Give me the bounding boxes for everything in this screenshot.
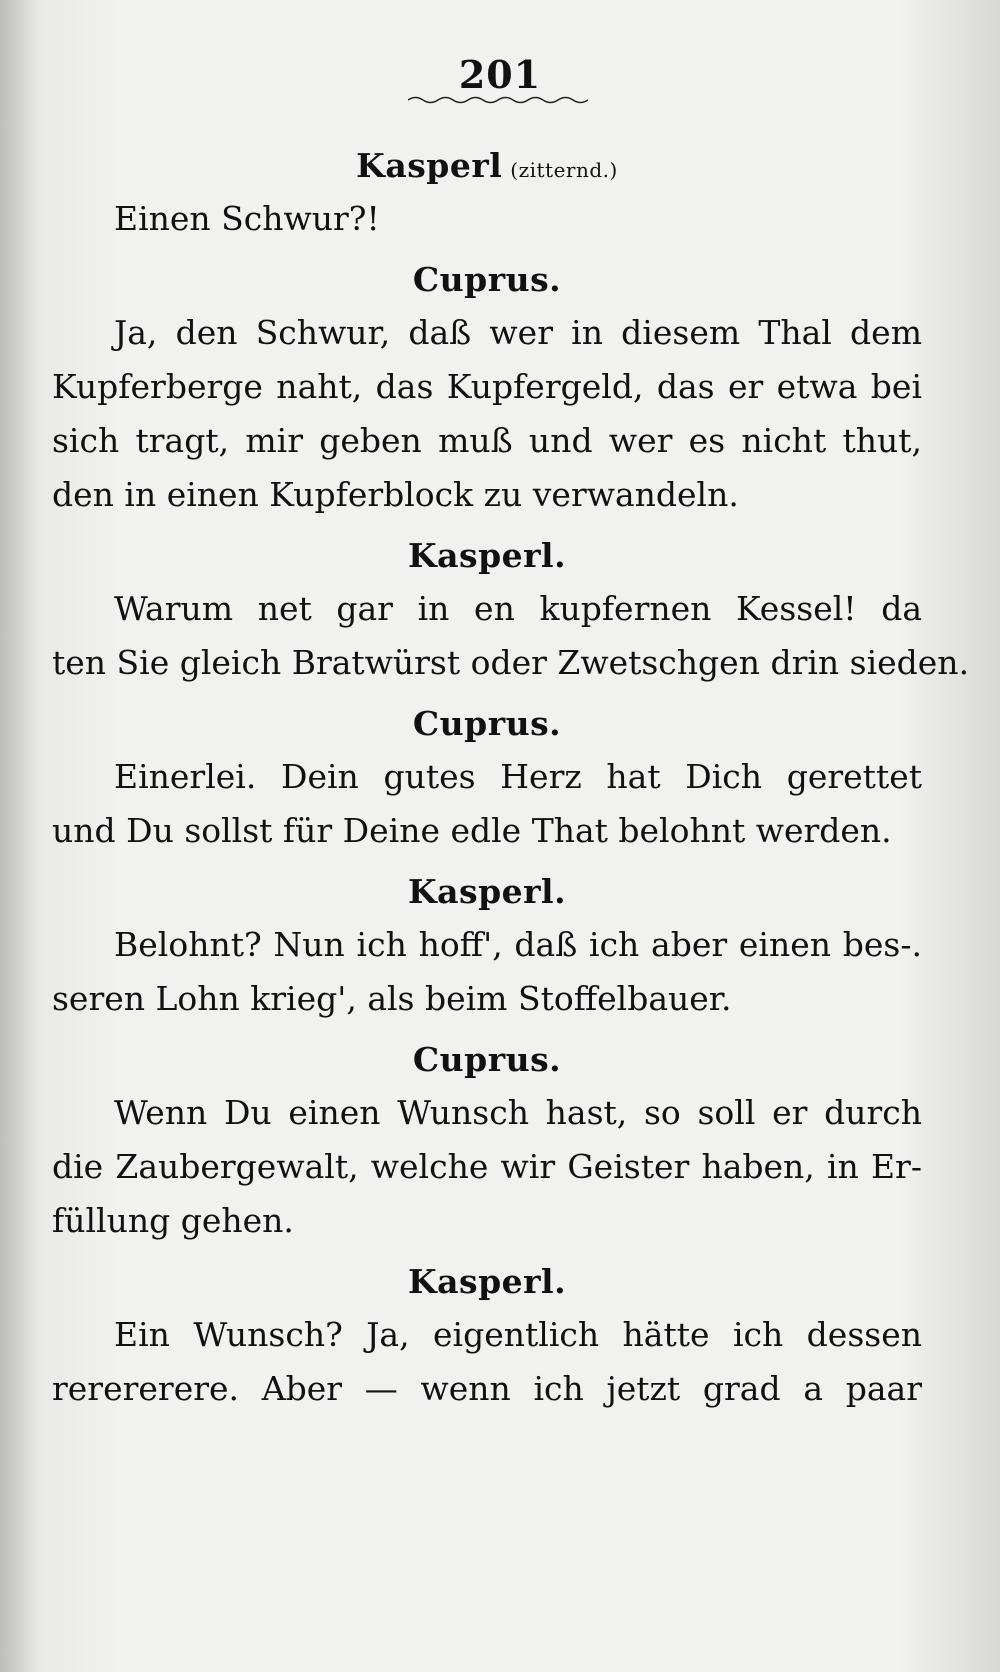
decorative-rule bbox=[408, 95, 588, 105]
dialogue-block bbox=[52, 866, 922, 1026]
dialogue-block bbox=[52, 140, 922, 246]
speech-line: rerererere. Aber — wenn ich jetzt grad a paar bbox=[52, 1369, 922, 1408]
speech-text bbox=[52, 1086, 922, 1248]
page-number: 201 bbox=[458, 52, 542, 97]
stage-direction: (zitternd.) bbox=[510, 158, 618, 182]
speaker-name: Kasperl (zitternd.) bbox=[356, 146, 618, 185]
dialogue-block bbox=[52, 698, 922, 858]
dialogue-block bbox=[52, 254, 922, 522]
speech-line: Kupferberge naht, das Kupfergeld, das er etwa bei bbox=[52, 367, 922, 406]
dialogue-block bbox=[52, 530, 970, 690]
speech-line: füllung gehen. bbox=[52, 1201, 294, 1240]
dialogue-block bbox=[52, 1256, 922, 1416]
speech-text bbox=[52, 192, 922, 246]
speech-line: seren Lohn krieg', als beim Stoffelbauer. bbox=[52, 979, 732, 1018]
speech-text bbox=[52, 582, 970, 690]
speech-text bbox=[52, 1308, 922, 1416]
speech-line: und Du sollst für Deine edle That belohnt werden. bbox=[52, 811, 892, 850]
speaker-name: Kasperl. bbox=[407, 536, 567, 575]
speech-line: den in einen Kupferblock zu verwandeln. bbox=[52, 475, 739, 514]
speech-text bbox=[52, 918, 922, 1026]
speaker-name: Cuprus. bbox=[412, 1040, 562, 1079]
speech-line: die Zaubergewalt, welche wir Geister haben, in Er- bbox=[52, 1147, 922, 1186]
dialogue-block bbox=[52, 1034, 922, 1248]
speech-line: Einerlei. Dein gutes Herz hat Dich gerettet bbox=[114, 757, 922, 796]
speech-text bbox=[52, 750, 922, 858]
speech-line: Ja, den Schwur, daß wer in diesem Thal dem bbox=[114, 313, 922, 352]
speech-text bbox=[52, 306, 922, 522]
speaker-name: Kasperl. bbox=[407, 1262, 567, 1301]
speaker-name: Cuprus. bbox=[412, 260, 562, 299]
speech-line: Wenn Du einen Wunsch hast, so soll er durch bbox=[114, 1093, 922, 1132]
speaker-name: Cuprus. bbox=[412, 704, 562, 743]
speech-line: ten Sie gleich Bratwürst oder Zwetschgen drin sieden. bbox=[52, 643, 970, 682]
speaker-name: Kasperl. bbox=[407, 872, 567, 911]
speech-line: Belohnt? Nun ich hoff', daß ich aber einen bes-. bbox=[114, 925, 922, 964]
dialogue-text bbox=[52, 140, 970, 1416]
speech-line: Warum net gar in en kupfernen Kessel! da bbox=[114, 589, 922, 628]
speech-line: sich tragt, mir geben muß und wer es nicht thut, bbox=[52, 421, 922, 460]
speech-line: Ein Wunsch? Ja, eigentlich hätte ich dessen bbox=[114, 1315, 922, 1354]
speech-line: Einen Schwur?! bbox=[114, 199, 380, 238]
